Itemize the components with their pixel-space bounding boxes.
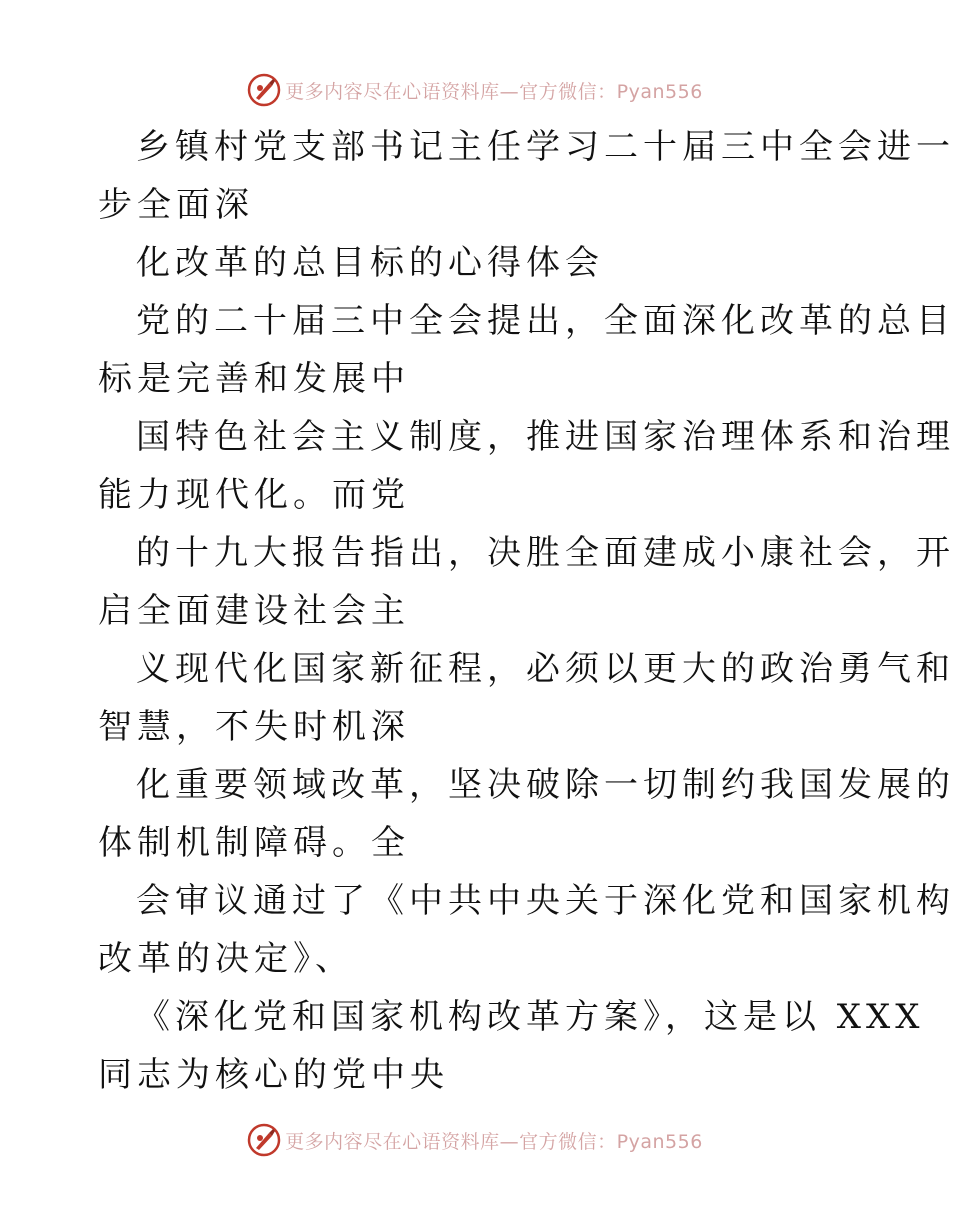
text-line: 乡镇村党支部书记主任学习二十届三中全会进一 (136, 127, 955, 167)
text-line: 体制机制障碍。全 (98, 823, 410, 863)
text-line: 同志为核心的党中央 (98, 1055, 449, 1095)
header-banner (0, 70, 950, 110)
text-line: 会审议通过了《中共中央关于深化党和国家机构 (136, 881, 955, 921)
text-line: 改革的决定》、 (98, 939, 354, 979)
quill-logo-icon (247, 1123, 281, 1157)
footer-banner (0, 1120, 950, 1160)
text-line: 启全面建设社会主 (98, 591, 410, 631)
text-line: 能力现代化。而党 (98, 475, 410, 515)
header-banner-text: 更多内容尽在心语资料库—官方微信：Pyan556 (285, 80, 703, 103)
text-line: 化重要领域改革，坚决破除一切制约我国发展的 (136, 765, 955, 805)
text-line: 智慧，不失时机深 (98, 707, 410, 747)
text-line: 标是完善和发展中 (98, 359, 410, 399)
text-line: 党的二十届三中全会提出，全面深化改革的总目 (136, 301, 955, 341)
footer-banner-text: 更多内容尽在心语资料库—官方微信：Pyan556 (285, 1130, 703, 1153)
text-line: 的十九大报告指出，决胜全面建成小康社会，开 (136, 533, 955, 573)
quill-logo-icon (247, 73, 281, 107)
text-line: 化改革的总目标的心得体会 (136, 243, 604, 283)
text-line: 步全面深 (98, 185, 254, 225)
text-line: 《深化党和国家机构改革方案》，这是以 XXX (136, 997, 925, 1037)
document-body (98, 118, 955, 1104)
text-line: 义现代化国家新征程，必须以更大的政治勇气和 (136, 649, 955, 689)
text-line: 国特色社会主义制度，推进国家治理体系和治理 (136, 417, 955, 457)
